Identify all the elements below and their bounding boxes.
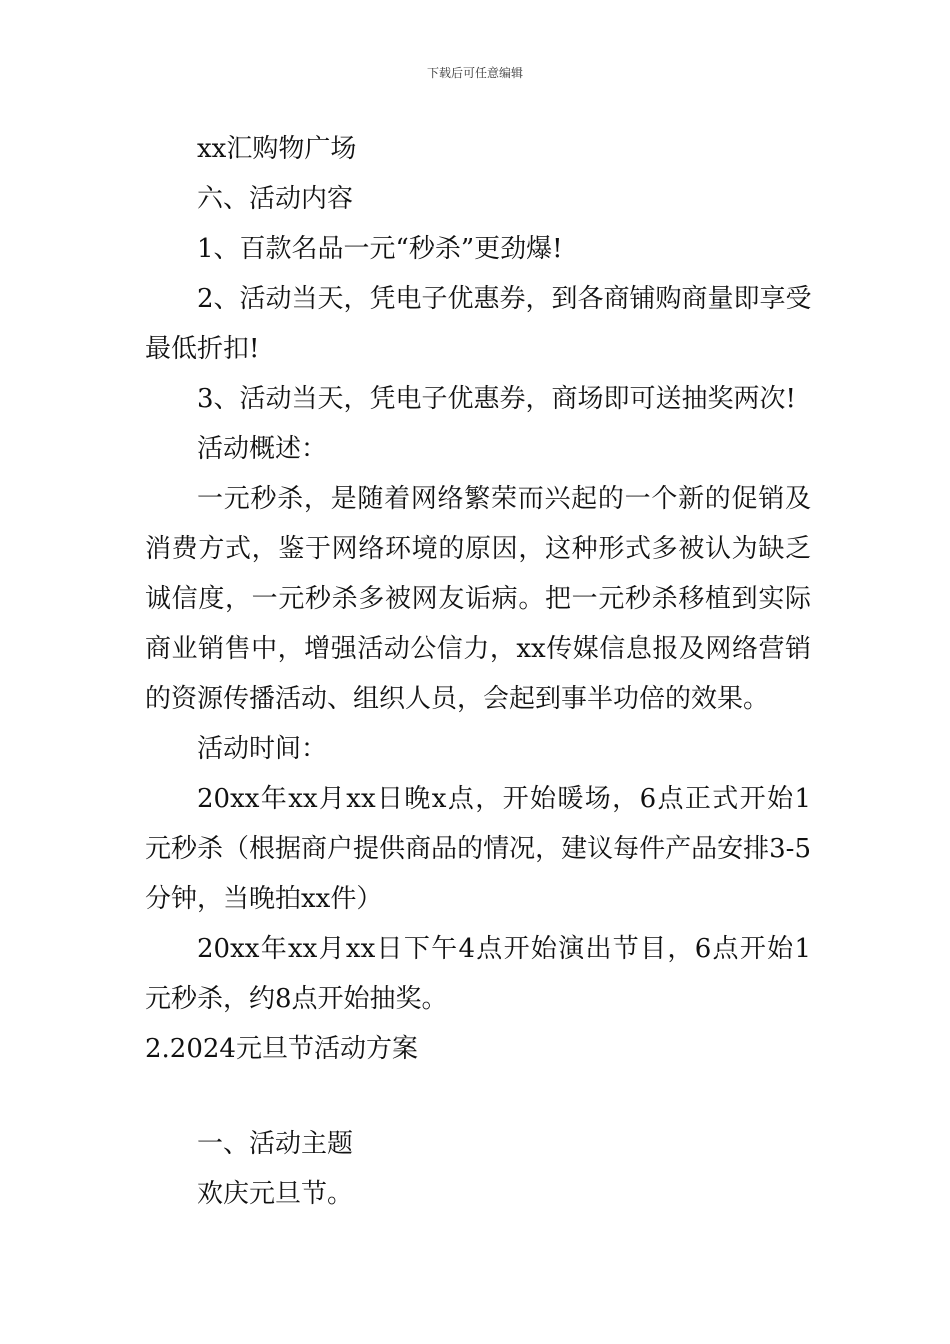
section-title-new-year-plan: 2.2024元旦节活动方案 — [145, 1034, 418, 1064]
overview-paragraph-line-5: 的资源传播活动、组织人员，会起到事半功倍的效果。 — [145, 684, 770, 714]
document-body — [145, 124, 811, 1219]
overview-paragraph-line-2: 消费方式，鉴于网络环境的原因，这种形式多被认为缺乏 — [145, 534, 811, 564]
venue-line: xx汇购物广场 — [197, 134, 357, 164]
time-paragraph-2-line-2: 元秒杀，约8点开始抽奖。 — [145, 984, 448, 1014]
activity-item-2-line-1: 2、活动当天，凭电子优惠券，到各商铺购商量即享受 — [197, 284, 812, 314]
overview-paragraph-line-3: 诚信度，一元秒杀多被网友诟病。把一元秒杀移植到实际 — [145, 584, 811, 614]
time-paragraph-2-line-1: 20xx年xx月xx日下午4点开始演出节目，6点开始1 — [197, 934, 811, 964]
activity-item-3: 3、活动当天，凭电子优惠券，商场即可送抽奖两次! — [197, 384, 796, 414]
overview-paragraph-line-1: 一元秒杀，是随着网络繁荣而兴起的一个新的促销及 — [197, 484, 811, 514]
time-paragraph-1-line-3: 分钟，当晚拍xx件） — [145, 884, 383, 914]
time-paragraph-1-line-2: 元秒杀（根据商户提供商品的情况，建议每件产品安排3-5 — [145, 834, 811, 864]
heading-activity-time: 活动时间： — [197, 734, 328, 764]
time-paragraph-1-line-1: 20xx年xx月xx日晚x点，开始暖场，6点正式开始1 — [197, 784, 811, 814]
page-header-note: 下载后可任意编辑 — [426, 66, 523, 80]
blank-spacer — [145, 1074, 811, 1119]
overview-paragraph-line-4: 商业销售中，增强活动公信力，xx传媒信息报及网络营销 — [145, 634, 811, 664]
heading-activity-theme: 一、活动主题 — [197, 1129, 354, 1159]
theme-text: 欢庆元旦节。 — [197, 1179, 354, 1209]
heading-activity-overview: 活动概述： — [197, 434, 328, 464]
activity-item-1: 1、百款名品一元“秒杀”更劲爆! — [197, 234, 563, 264]
section-heading-activity-content: 六、活动内容 — [197, 184, 354, 214]
activity-item-2-line-2: 最低折扣! — [145, 334, 260, 364]
